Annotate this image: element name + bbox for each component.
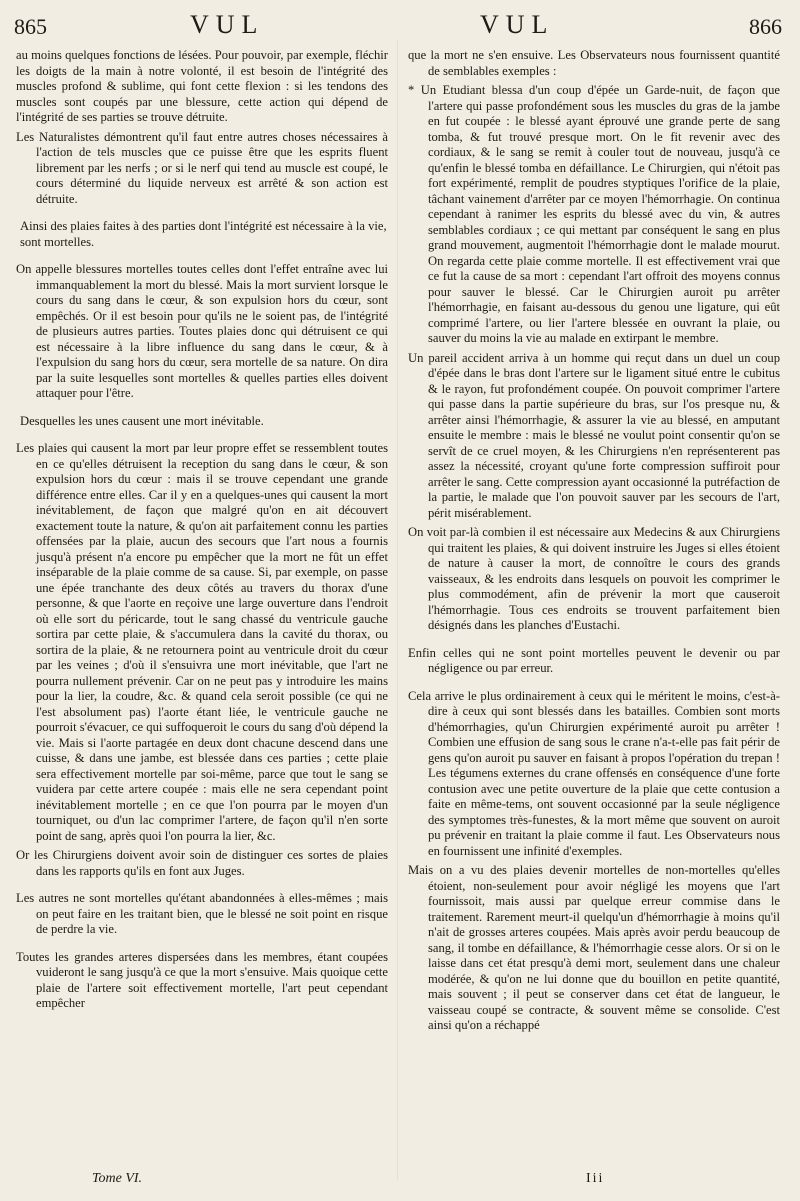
paragraph: Cela arrive le plus ordinairement à ceux qui le méritent le moins, c'est-à-dire à ceux qui sont blessés dans les batailles. Combien sont morts d'hémorrhagies, qu'un Chirurgien expérimenté auroit pu arrêter ! Combien une effusion de sang sous le crane n'a-t-elle pas fait périr de gens qu'on auroit pu sauver en faisant à propos l'opération du trepan ! Les tégumens externes du crane offensés en conséquence d'une forte contusion avec une petite ouverture de la plaie que cette contusion a faite en même-tems, ont souvent occasionné par la seule négligence des symptomes très-funestes, & la mort même que souvent on auroit pu prévenir en traitant la plaie comme il faut. Les Observateurs nous en fournissent une infinité d'exemples.: [408, 688, 780, 858]
paragraph: On voit par-là combien il est nécessaire aux Medecins & aux Chirurgiens qui traitent les plaies, & qui doivent instruire les Juges si elles étoient de nature à causer la mort, de connoître le cours des grands vaisseaux, & les endroits dans lesquels on pouvoit les comprimer le plus commodément, afin de prévenir la mort que causeroit l'hémorrhagie. Tous ces endroits se trouvent parfaitement bien désignés dans les planches d'Eustachi.: [408, 525, 780, 632]
left-page-number: 865: [14, 14, 47, 39]
right-column: [408, 48, 780, 1038]
signature-mark: Iii: [586, 1171, 605, 1186]
paragraph: Toutes les grandes arteres dispersées dans les membres, étant coupées vuideront le sang jusqu'à ce que la mort s'ensuive. Mais quoique cette plaie de l'artere soit effectivement mortelle, l'art peut cependant empêcher: [16, 949, 388, 1010]
paragraph: au moins quelques fonctions de lésées. Pour pouvoir, par exemple, fléchir les doigts de la main à notre volonté, il est besoin de l'intégrité des muscles profond & sublime, qui font cette flexion : si les tendons des muscles sont coupés par une blessure, cette action qui dépend de l'intégrité de ses parties se trouve détruite.: [16, 48, 388, 124]
column-gutter: [397, 40, 398, 1180]
right-running-head: VUL: [480, 10, 555, 39]
section-heading: Ainsi des plaies faites à des parties dont l'intégrité est nécessaire à la vie, sont mortelles.: [20, 219, 387, 249]
paragraph: Or les Chirurgiens doivent avoir soin de distinguer ces sortes de plaies dans les rapports qu'ils en font aux Juges.: [16, 848, 388, 878]
section-heading: Desquelles les unes causent une mort inévitable.: [20, 413, 264, 428]
paragraph: Les plaies qui causent la mort par leur propre effet se ressemblent toutes en ce qu'elles détruisent la reception du sang dans le cœur, & son expulsion hors du cœur : mais il se trouve cependant une grande différence entre elles. Car il y en a quelques-unes qui causent la mort inévitablement, de façon que malgré qu'on en ait découvert exactement toute la nature, & qu'on ait parfaitement connu les parties offensées par la plaie, aucun des secours que l'art nous a fournis jusqu'à présent n'a encore pu empêcher que la mort ne fût un effet inséparable de la plaie comme de sa cause. Si, par exemple, on passe une épée tranchante des deux côtés au travers du thorax d'une personne, & que l'aorte en reçoive une large ouverture dans l'endroit où elle sort du péricarde, tout le sang chassé du ventricule gauche sortira par cette plaie, & s'accumulera dans la cavité du thorax, ou sortira de la plaie, & ne retournera point au ventricule droit du cœur par les veines ; d'où il s'ensuivra une mort inévitable, que l'art ne pourra nullement prévenir. Car on ne peut pas y introduire les mains pour la lier, la coudre, &c. & quand cela seroit possible (ce qui ne l'est absolument pas) l'aorte étant liée, le ventricule gauche ne pourroit s'évacuer, ce qui suffoqueroit le cours du sang d'où dépend la vie. Mais si l'aorte partagée en deux dont chacune descend dans une cuisse, & dans une jambe, est blessée dans ces parties ; cette plaie sera effectivement mortelle par soi-même, parce que tout le sang se vuidera par cette artere coupée : mais elle ne sera cependant point inévitablement mortelle ; en ce que l'on pourra par le moyen d'un tourniquet, ou d'un lac comprimer l'artere, de façon qu'il n'en sorte point de sang, après quoi l'on pourra la lier, &c.: [16, 441, 388, 843]
left-running-head: VUL: [190, 10, 265, 39]
section-heading: Enfin celles qui ne sont point mortelles peuvent le devenir ou par négligence ou par erreur.: [408, 645, 780, 675]
paragraph: Les autres ne sont mortelles qu'étant abandonnées à elles-mêmes ; mais on peut faire en les traitant bien, que le blessé ne soit point en risque de perdre la vie.: [16, 891, 388, 936]
paragraph: * Un Etudiant blessa d'un coup d'épée un Garde-nuit, de façon que l'artere qui passe profondément sous les muscles du gras de la jambe en fut coupée : le blessé ayant éprouvé une grande perte de sang tomba, & fut trouvé presque mort. On le fit revenir avec des cordiaux, & le sang se remit à couler tout de nouveau, jusqu'à ce qu'enfin le blessé tomba en défaillance. Le Chirurgien, qui n'étoit pas fort expérimenté, remplit de poudres styptiques l'orifice de la plaie, tâchant vainement d'arrêter par ce moyen l'hémorrhagie. On continua cependant à ranimer les esprits du blessé avec du vin, & autres semblables cordiaux ; ce qui mettant par conséquent le sang en plus grand mouvement, augmentoit l'hémorrhagie dont le malade mourut. On regarda cette plaie comme mortelle. Il est effectivement vrai que ce fut la cause de sa mort : cependant l'art offroit des moyens connus pour sauver le blessé. Car le Chirurgien auroit pu arrêter l'hémorrhagie, en faisant au-dessous du genou une ligature, qui eût comprimé l'artere, ou lier l'artere blessée en ouvrant la plaie, ou sauver du moins la vie au malade en extirpant le membre.: [408, 83, 780, 345]
paragraph: On appelle blessures mortelles toutes celles dont l'effet entraîne avec lui immanquablement la mort du blessé. Mais la mort survient lorsque le cours du sang dans le cœur, & son expulsion hors du cœur, sont empêchés. Or il est besoin pour qu'ils ne le soient pas, de l'intégrité de plusieurs autres parties. Toutes plaies donc qui détruisent ce qui est nécessaire à la libre influence du sang dans le cœur, & à l'expulsion du sang hors du cœur, sera mortelle de sa nature. On dira par la suite lesquelles sont mortelles & quelles parties elles doivent attaquer pour l'être.: [16, 262, 388, 400]
paragraph: que la mort ne s'en ensuive. Les Observateurs nous fournissent quantité de semblables exemples :: [408, 48, 780, 78]
paragraph: Un pareil accident arriva à un homme qui reçut dans un duel un coup d'épée dans le bras dont l'artere sur le ligament situé entre le cubitus & le rayon, fut profondément coupée. On pouvoit comprimer l'artere qui passe dans la partie supérieure du bras, sur l'os presque nu, & arrêter ainsi l'hémorrhagie, & assurer la vie au blessé, en amputant ensuite le membre : mais le blessé ne voulut point consentir qu'on se servît de ce cruel moyen, & les Chirurgiens n'en représenterent pas assez la nécessité, croyant qu'une forte compression suffiroit pour arrêter le sang. Cette compression ayant occasionné la putréfaction de la partie, le malade que l'on pouvoit sauver par les secours de l'art, périt misérablement.: [408, 350, 780, 520]
right-page-number: 866: [749, 14, 782, 39]
tome-label: Tome VI.: [92, 1171, 143, 1186]
page-footer: [0, 1171, 800, 1193]
page-header: [0, 4, 800, 48]
left-column: [16, 48, 388, 1016]
paragraph: Mais on a vu des plaies devenir mortelles de non-mortelles qu'elles étoient, non-seulement pour avoir négligé les moyens que l'art fournissoit, mais aussi par quelque erreur commise dans le traitement. Rarement meurt-il quelqu'un d'hémorrhagie à moins qu'il n'ait de grosses arteres coupées. Mais après avoir perdu beaucoup de sang, il tombe en défaillance, & l'hémorrhagie cesse alors. Or si on le laisse dans cet état presqu'à demi mort, seulement dans une chaleur modérée, & qu'on ne lui donne que du bouillon en petite quantité, mais souvent ; il peut se conserver dans cet état de langueur, le vaisseau coupé se contracte, & souvent même se consolide. C'est ainsi qu'on a réchappé: [408, 863, 780, 1032]
paragraph: Les Naturalistes démontrent qu'il faut entre autres choses nécessaires à l'action de tels muscles que ce puisse être que les esprits fluent librement par les nerfs ; or si le nerf qui tend au muscle est coupé, le cours déterminé du liquide nerveux est arrêté & son action est détruite.: [16, 129, 388, 206]
